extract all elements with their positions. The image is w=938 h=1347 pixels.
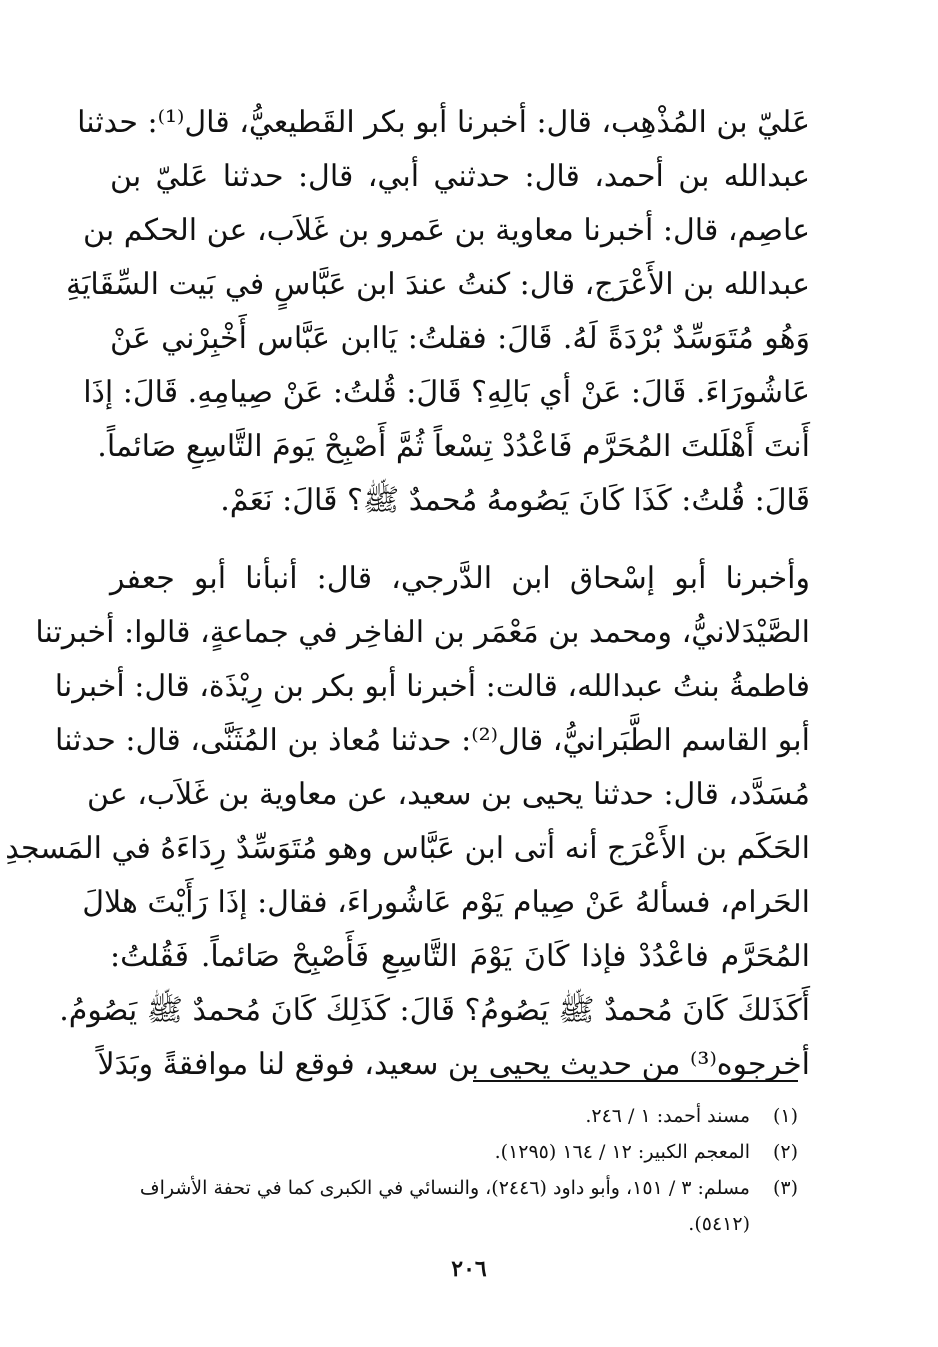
footnote-divider [473,1080,798,1082]
text-line: عبدالله بن الأَعْرَج، قال: كنتُ عندَ ابن عَبَّاسٍ في بَيت السِّقَايَةِ [66,267,810,302]
text-line: عاصِم، قال: أخبرنا معاوية بن عَمرو بن غَلاَب، عن الحكم بن [83,213,810,248]
text-line: عَليّ بن المُذْهِب، قال: أخبرنا أبو بكر القَطيعيُّ، قال⁽¹⁾: حدثنا [77,105,810,140]
text-line: الحَرام، فسألهُ عَنْ صِيام يَوْم عَاشُوراءَ، فقال: إذَا رَأَيْتَ هلالَ [82,885,810,920]
text-line: مُسَدَّد، قال: حدثنا يحيى بن سعيد، عن معاوية بن غَلاَب، عن [86,777,810,812]
text-line: فاطمةُ بنتُ عبدالله، قالت: أخبرنا أبو بكر بن رِيْذَة، قال: أخبرنا [54,669,810,704]
footnotes [98,1098,798,1242]
text-line: وأخبرنا أبو إسْحاق ابن الدَّرجي، قال: أنبأنا أبو جعفر [110,561,810,596]
paragraph-2 [5,552,810,1092]
footnote-number: (٣) [772,1177,798,1199]
main-text [5,96,810,1092]
footnote-1 [98,1098,798,1134]
text-line: أخرجوه⁽³⁾ من حديث يحيى بن سعيد، فوقع لنا موافقةً وبَدَلاً [97,1047,810,1082]
text-line: وَهُو مُتَوَسِّدٌ بُرْدَةً لَهُ. قَالَ: فقلتُ: يَاابن عَبَّاس أَخْبِرْني عَنْ [110,321,810,356]
footnote-text: مسلم: ٣ / ١٥١، وأبو داود (٢٤٤٦)، والنسائي في الكبرى كما في تحفة الأشراف [139,1177,750,1199]
paragraph-1 [66,96,810,528]
footnote-text: المعجم الكبير: ١٢ / ١٦٤ (١٢٩٥). [494,1141,750,1163]
text-line: أَكَذَلكَ كَانَ مُحمدٌ ﷺ يَصُومُ؟ قَالَ: كَذَلِكَ كَانَ مُحمدٌ ﷺ يَصُومُ. [59,993,810,1028]
text-line: أبو القاسم الطَّبَرانيُّ، قال⁽²⁾: حدثنا مُعاذ بن المُثَنَّى، قال: حدثنا [54,723,810,758]
text-line: الحَكَم بن الأَعْرَج أنه أتى ابن عَبَّاس وهو مُتَوَسِّدٌ رِدَاءَهُ في المَسجدِ [5,831,810,866]
text-line: قَالَ: قُلتُ: كَذَا كَانَ يَصُومهُ مُحمدٌ ﷺ؟ قَالَ: نَعَمْ. [220,483,810,518]
footnote-text: مسند أحمد: ١ / ٢٤٦. [585,1105,750,1127]
page-number: ٢٠٦ [451,1256,487,1282]
footnote-number: (١) [772,1105,798,1127]
text-line: المُحَرَّم فاعْدُدْ فإذا كَانَ يَوْمَ التَّاسِعِ فَأَصْبِحْ صَائماً. فَقُلتُ: [110,939,810,974]
footnote-3-continuation: (٥٤١٢). [688,1213,750,1235]
footnote-number: (٢) [772,1141,798,1163]
footnote-3 [98,1170,798,1206]
text-line: الصَّيْدَلانيُّ، ومحمد بن مَعْمَر بن الفاخِر في جماعةٍ، قالوا: أخبرتنا [35,615,810,650]
paragraph-gap [110,528,810,552]
text-line: أَنتَ أَهْلَلتَ المُحَرَّم فَاعْدُدْ تِسْعاً ثُمَّ أَصْبِحْ يَومَ التَّاسِعِ صَائماً. [97,429,810,464]
text-line: عبدالله بن أحمد، قال: حدثني أبي، قال: حدثنا عَليّ بن [110,159,810,194]
text-line: عَاشُورَاءَ. قَالَ: عَنْ أي بَالِهِ؟ قَالَ: قُلتُ: عَنْ صِيامِهِ. قَالَ: إذَا [83,375,810,410]
footnote-2 [98,1134,798,1170]
